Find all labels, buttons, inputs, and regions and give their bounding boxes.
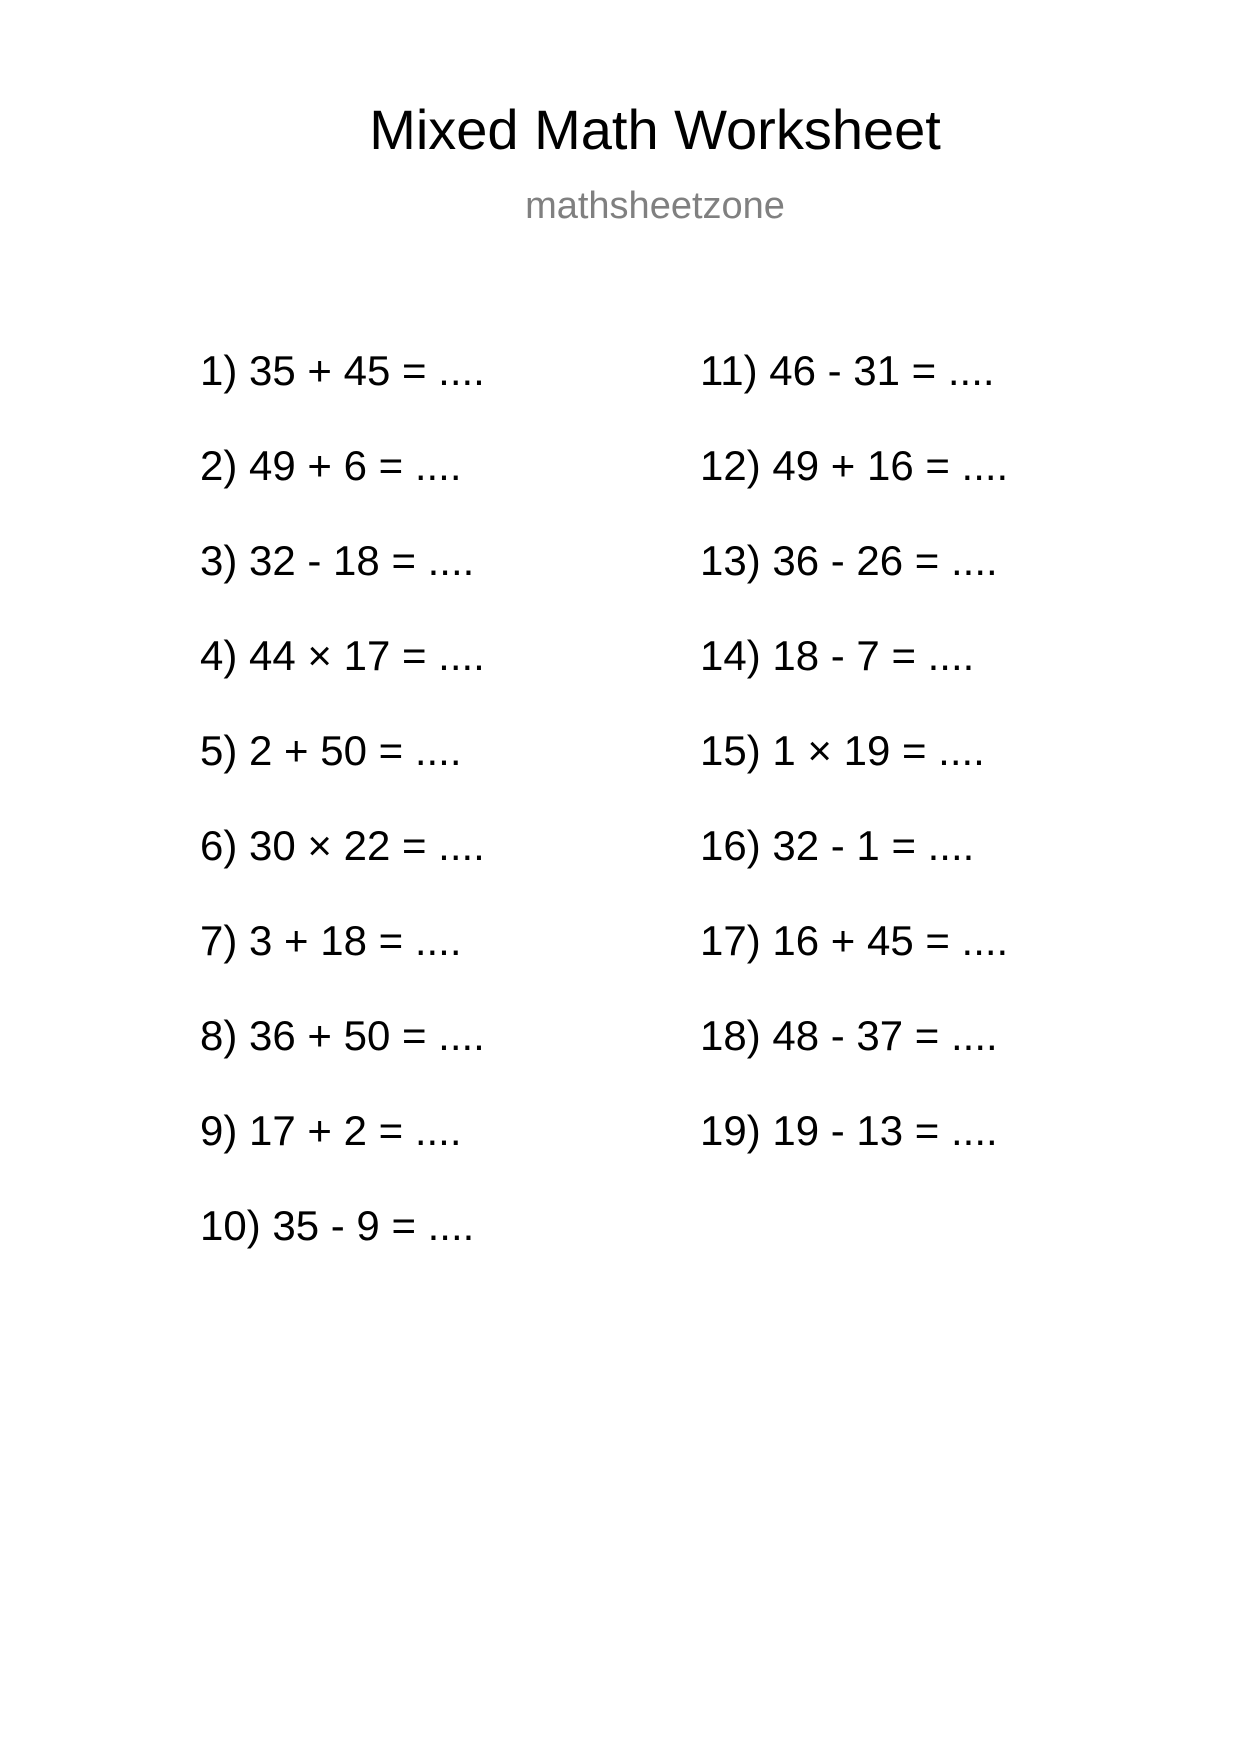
problem-item: 1) 35 + 45 = .... [200, 347, 485, 394]
problem-item: 2) 49 + 6 = .... [200, 442, 462, 489]
problem-item: 14) 18 - 7 = .... [700, 632, 975, 679]
problem-item: 5) 2 + 50 = .... [200, 727, 462, 774]
problem-item: 17) 16 + 45 = .... [700, 917, 1009, 964]
problem-item: 18) 48 - 37 = .... [700, 1012, 998, 1059]
problem-item: 19) 19 - 13 = .... [700, 1107, 998, 1154]
problem-item: 7) 3 + 18 = .... [200, 917, 462, 964]
problem-item: 10) 35 - 9 = .... [200, 1202, 475, 1249]
problem-list-left [200, 347, 485, 1297]
problem-list-right [700, 347, 1008, 1202]
problem-item: 4) 44 × 17 = .... [200, 632, 485, 679]
problem-item: 15) 1 × 19 = .... [700, 727, 985, 774]
problem-item: 3) 32 - 18 = .... [200, 537, 475, 584]
worksheet-subtitle: mathsheetzone [525, 185, 785, 227]
problem-item: 12) 49 + 16 = .... [700, 442, 1009, 489]
problem-item: 8) 36 + 50 = .... [200, 1012, 485, 1059]
worksheet-title: Mixed Math Worksheet [369, 98, 941, 161]
problem-item: 13) 36 - 26 = .... [700, 537, 998, 584]
problem-item: 6) 30 × 22 = .... [200, 822, 485, 869]
problem-item: 16) 32 - 1 = .... [700, 822, 975, 869]
problem-item: 11) 46 - 31 = .... [700, 347, 995, 394]
problem-item: 9) 17 + 2 = .... [200, 1107, 462, 1154]
